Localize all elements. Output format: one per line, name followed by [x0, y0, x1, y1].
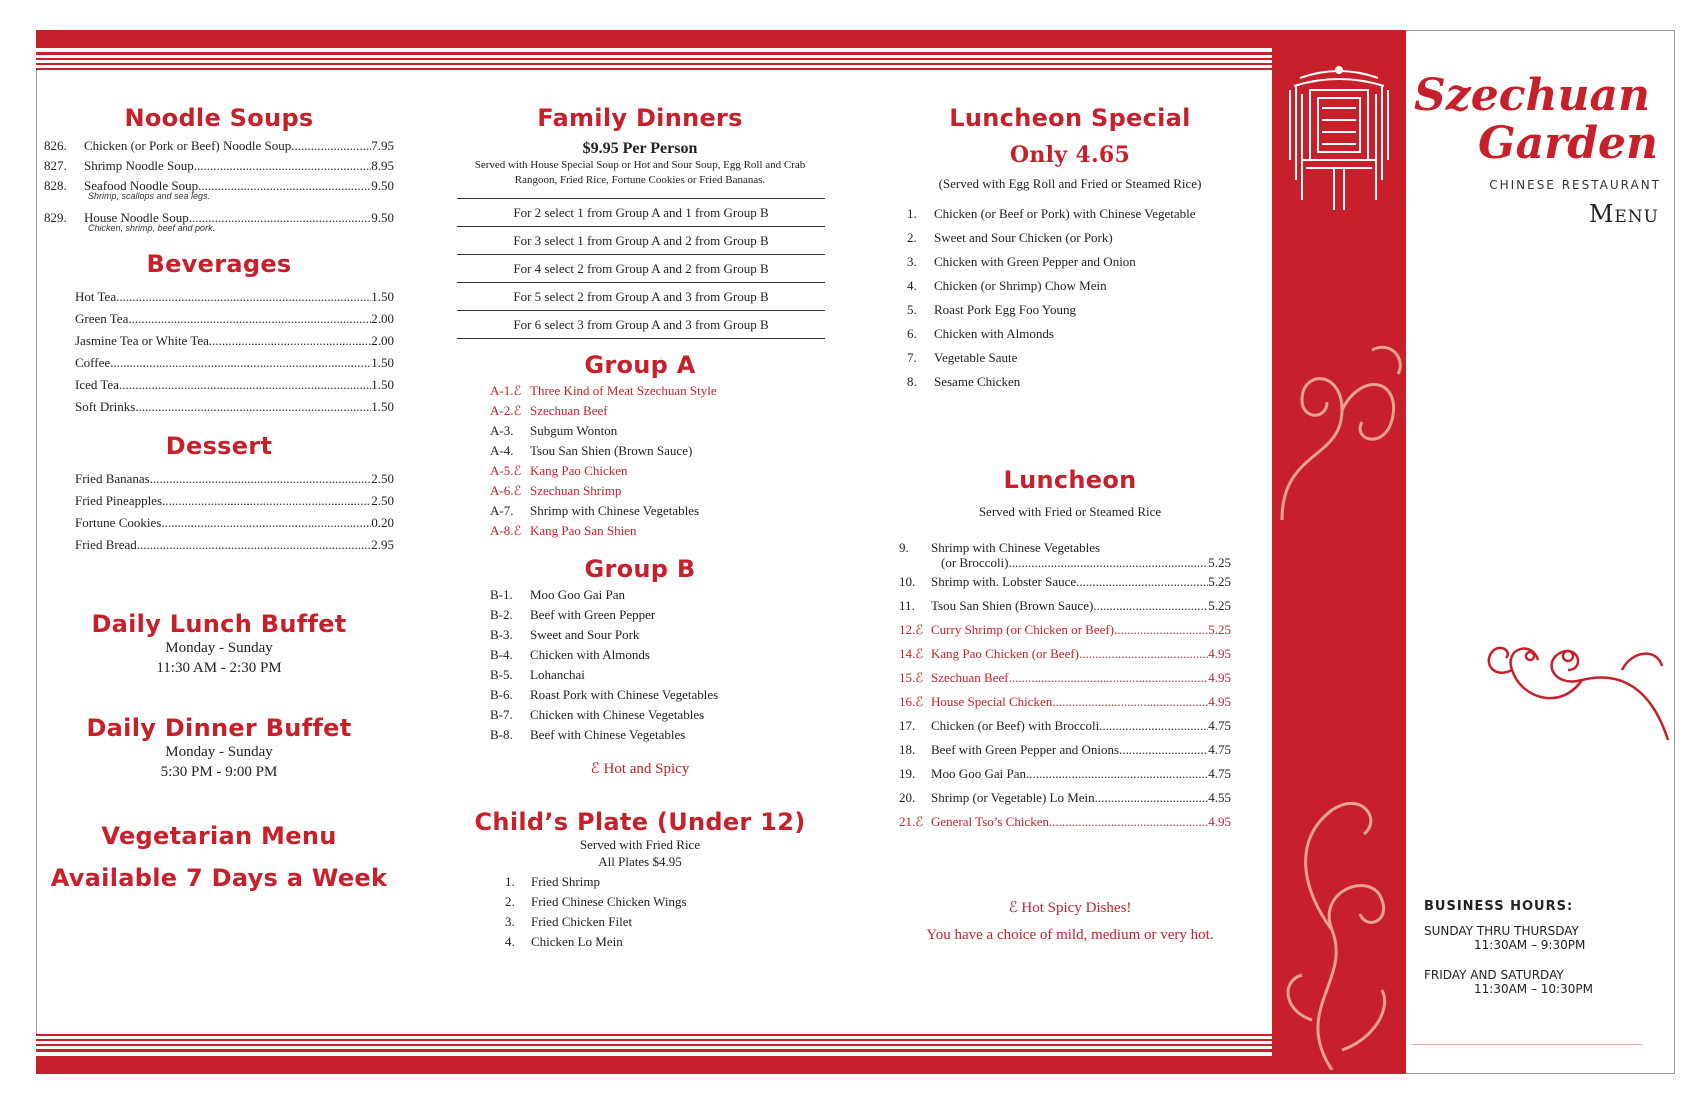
top-stripe-band	[36, 30, 1272, 70]
brand-name-line1: Szechuan	[1414, 70, 1651, 121]
pepper-icon: ℰ	[513, 403, 522, 418]
menu-item: 9. Shrimp with Chinese Vegetables	[899, 540, 1101, 555]
menu-item: A-4. Tsou San Shien (Brown Sauce)	[490, 443, 693, 458]
menu-item: 1. Fried Shrimp	[505, 874, 600, 889]
bottom-stripe-band	[36, 1034, 1272, 1074]
vegetarian-subtitle: Available 7 Days a Week	[50, 864, 388, 892]
pepper-icon: ℰ	[1008, 900, 1018, 916]
luncheon-special-list	[895, 202, 1245, 394]
hot-spicy-legend: ℰ Hot and Spicy	[590, 761, 690, 777]
spicy-note-title: ℰ Hot Spicy Dishes!	[1008, 900, 1132, 916]
luncheon-special-heading: Luncheon Special	[949, 104, 1191, 132]
brand-tagline: CHINESE RESTAURANT	[1489, 178, 1661, 192]
menu-item: 7. Vegetable Saute	[907, 350, 1018, 365]
pepper-icon: ℰ	[513, 383, 522, 398]
spicy-note-choice: You have a choice of mild, medium or very hot.	[926, 927, 1214, 943]
menu-item: Fortune Cookies ..... 0.20	[75, 512, 394, 534]
menu-item: 18. Beef with Green Pepper and Onions ..... 4.75	[899, 738, 1231, 762]
menu-item: 4. Chicken Lo Mein	[505, 934, 623, 949]
menu-item: A-1.ℰ Three Kind of Meat Szechuan Style	[490, 383, 717, 398]
hours-days-weekday: SUNDAY THRU THURSDAY	[1424, 924, 1579, 938]
hours-time-weekend: 11:30AM – 10:30PM	[1474, 982, 1593, 996]
menu-item: 20. Shrimp (or Vegetable) Lo Mein ..... 4.55	[899, 786, 1231, 810]
childs-plate-sub2: All Plates $4.95	[598, 854, 682, 869]
menu-item: B-6. Roast Pork with Chinese Vegetables	[490, 687, 719, 702]
menu-item: Fried Bread ..... 2.95	[75, 534, 394, 556]
pepper-icon: ℰ	[513, 463, 522, 478]
menu-item: 11. Tsou San Shien (Brown Sauce) ..... 5.25	[899, 594, 1231, 618]
group-a-heading: Group A	[584, 351, 696, 379]
brand-name-line2: Garden	[1478, 118, 1659, 169]
lunch-buffet-time: 11:30 AM - 2:30 PM	[156, 660, 282, 676]
noodle-soups-list	[44, 136, 394, 234]
menu-item: 8. Sesame Chicken	[907, 374, 1021, 389]
menu-item: A-5.ℰ Kang Pao Chicken	[490, 463, 628, 478]
menu-item: 3. Chicken with Green Pepper and Onion	[907, 254, 1136, 269]
beverages-list	[44, 286, 394, 418]
hours-divider	[1412, 1044, 1642, 1045]
group-b-heading: Group B	[584, 555, 696, 583]
item-description: Shrimp, scallops and sea legs.	[88, 191, 211, 201]
menu-label: Menu	[1588, 200, 1659, 228]
menu-item: Iced Tea ..... 1.50	[75, 374, 394, 396]
luncheon-special-price: Only 4.65	[1009, 142, 1131, 168]
luncheon-special-description: (Served with Egg Roll and Fried or Steamed Rice)	[938, 176, 1202, 191]
swirl-ornament-upper	[1272, 330, 1406, 530]
family-option: For 2 select 1 from Group A and 1 from Group B	[457, 199, 825, 227]
menu-item: Jasmine Tea or White Tea ..... 2.00	[75, 330, 394, 352]
luncheon-heading: Luncheon	[1003, 466, 1137, 494]
column-left	[44, 100, 394, 892]
menu-item: A-6.ℰ Szechuan Shrimp	[490, 483, 622, 498]
luncheon-list	[895, 540, 1231, 834]
childs-plate-sub1: Served with Fried Rice	[579, 837, 701, 852]
family-option: For 5 select 2 from Group A and 3 from Group B	[457, 283, 825, 311]
dessert-heading: Dessert	[165, 432, 273, 460]
menu-item: 4. Chicken (or Shrimp) Chow Mein	[907, 278, 1107, 293]
pepper-icon: ℰ	[513, 483, 522, 498]
family-option: For 4 select 2 from Group A and 2 from Group B	[457, 255, 825, 283]
menu-item: Fried Bananas ..... 2.50	[75, 468, 394, 490]
dessert-list	[44, 468, 394, 556]
menu-item: 829. House Noodle Soup ..... 9.50	[44, 208, 394, 228]
dinner-buffet-days: Monday - Sunday	[165, 744, 273, 760]
menu-item: 826. Chicken (or Pork or Beef) Noodle Soup ..... 7.95	[44, 136, 394, 156]
brand-panel	[1406, 30, 1675, 1074]
menu-item: 6. Chicken with Almonds	[907, 326, 1054, 341]
menu-item: A-3. Subgum Wonton	[490, 423, 618, 438]
lunch-buffet-days: Monday - Sunday	[165, 640, 273, 656]
group-b-list	[455, 585, 825, 745]
childs-plate-list	[455, 872, 825, 952]
menu-item: A-7. Shrimp with Chinese Vegetables	[490, 503, 700, 518]
menu-item: 15.ℰ Szechuan Beef ..... 4.95	[899, 666, 1231, 690]
menu-item: Soft Drinks ..... 1.50	[75, 396, 394, 418]
family-dinners-heading: Family Dinners	[537, 104, 743, 132]
business-hours	[1424, 900, 1593, 996]
dinner-buffet-time: 5:30 PM - 9:00 PM	[160, 764, 278, 780]
menu-item: 14.ℰ Kang Pao Chicken (or Beef) ..... 4.95	[899, 642, 1231, 666]
red-decor-panel	[1272, 30, 1406, 1074]
group-a-list	[455, 381, 825, 541]
menu-item: Hot Tea ..... 1.50	[75, 286, 394, 308]
family-dinners-description: Served with House Special Soup or Hot and Sour Soup, Egg Roll and Crab Rangoon, Fried Rice, Fortune Cookies or Fried Bananas.	[474, 159, 806, 186]
menu-item: Fried Pineapples ..... 2.50	[75, 490, 394, 512]
vegetarian-heading: Vegetarian Menu	[101, 822, 337, 850]
pepper-icon: ℰ	[513, 523, 522, 538]
menu-item: B-2. Beef with Green Pepper	[490, 607, 656, 622]
menu-item: 10. Shrimp with. Lobster Sauce ..... 5.25	[899, 570, 1231, 594]
column-middle	[455, 100, 825, 952]
childs-plate-heading: Child’s Plate (Under 12)	[474, 808, 806, 836]
family-dinners-options	[457, 198, 825, 339]
item-description: Chicken, shrimp, beef and pork.	[88, 223, 216, 233]
noodle-soups-heading: Noodle Soups	[124, 104, 314, 132]
menu-item: 828. Seafood Noodle Soup ..... 9.50	[44, 176, 394, 196]
swirl-ornament-lower	[1272, 770, 1406, 1070]
menu-item: 17. Chicken (or Beef) with Broccoli ..... 4.75	[899, 714, 1231, 738]
menu-item: Coffee ..... 1.50	[75, 352, 394, 374]
pepper-icon: ℰ	[915, 646, 924, 661]
business-hours-title: BUSINESS HOURS:	[1424, 899, 1574, 914]
menu-item: 21.ℰ General Tso’s Chicken ..... 4.95	[899, 810, 1231, 834]
lantern-icon	[1272, 60, 1406, 230]
hours-days-weekend: FRIDAY AND SATURDAY	[1424, 968, 1564, 982]
menu-item: Green Tea ..... 2.00	[75, 308, 394, 330]
swirl-ornament-icon	[1472, 630, 1672, 740]
menu-item: B-4. Chicken with Almonds	[490, 647, 650, 662]
pepper-icon: ℰ	[915, 622, 924, 637]
menu-item: B-8. Beef with Chinese Vegetables	[490, 727, 686, 742]
lunch-buffet-heading: Daily Lunch Buffet	[91, 610, 347, 638]
menu-item: 3. Fried Chicken Filet	[505, 914, 633, 929]
menu-item: 2. Fried Chinese Chicken Wings	[505, 894, 687, 909]
menu-item: 19. Moo Goo Gai Pan ..... 4.75	[899, 762, 1231, 786]
pepper-icon: ℰ	[590, 761, 600, 777]
hours-time-weekday: 11:30AM – 9:30PM	[1474, 938, 1586, 952]
family-option: For 3 select 1 from Group A and 2 from Group B	[457, 227, 825, 255]
family-option: For 6 select 3 from Group A and 3 from Group B	[457, 311, 825, 339]
menu-item: 2. Sweet and Sour Chicken (or Pork)	[907, 230, 1113, 245]
pepper-icon: ℰ	[915, 814, 924, 829]
beverages-heading: Beverages	[146, 250, 292, 278]
menu-item: 827. Shrimp Noodle Soup ..... 8.95	[44, 156, 394, 176]
family-dinners-price: $9.95 Per Person	[582, 140, 698, 157]
menu-item: B-1. Moo Goo Gai Pan	[490, 587, 625, 602]
menu-item: B-7. Chicken with Chinese Vegetables	[490, 707, 705, 722]
luncheon-description: Served with Fried or Steamed Rice	[978, 504, 1162, 519]
dinner-buffet-heading: Daily Dinner Buffet	[86, 714, 352, 742]
pepper-icon: ℰ	[915, 694, 924, 709]
menu-item: 16.ℰ House Special Chicken ..... 4.95	[899, 690, 1231, 714]
menu-item-continued: (or Broccoli) ..... 5.25	[899, 555, 1231, 570]
pepper-icon: ℰ	[915, 670, 924, 685]
menu-item: 5. Roast Pork Egg Foo Young	[907, 302, 1076, 317]
menu-item: 1. Chicken (or Beef or Pork) with Chinese Vegetable	[907, 206, 1196, 221]
menu-item: B-5. Lohanchai	[490, 667, 585, 682]
menu-item: A-8.ℰ Kang Pao San Shien	[490, 523, 637, 538]
menu-item: B-3. Sweet and Sour Pork	[490, 627, 640, 642]
menu-item: A-2.ℰ Szechuan Beef	[490, 403, 608, 418]
menu-item: 12.ℰ Curry Shrimp (or Chicken or Beef) ..... 5.25	[899, 618, 1231, 642]
column-right	[895, 100, 1245, 944]
